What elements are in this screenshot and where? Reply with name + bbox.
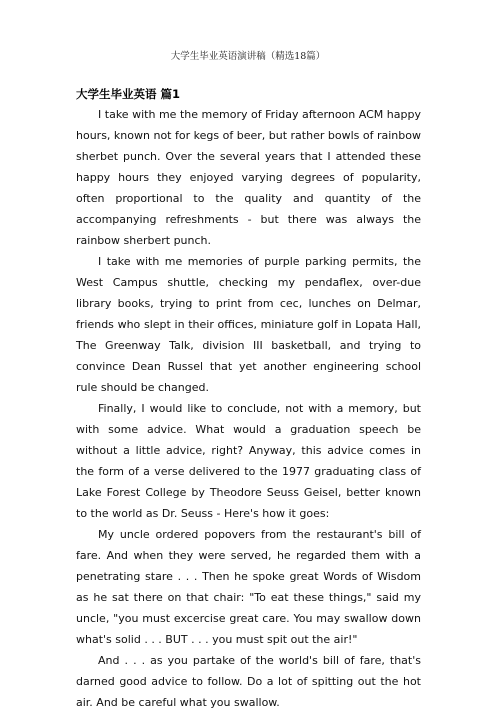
paragraph-3: Finally, I would like to conclude, not with a memory, but with some advice. What would a graduation speech be without a little advice, right? Anyway, this advice comes in the form of a verse delivered to the 1977 graduating class of Lake Forest College by Theodore Seuss Geisel, better known to the world as Dr. Seuss - Here's how it goes: [76,402,421,520]
paragraph-5: And . . . as you partake of the world's bill of fare, that's darned good advice to follow. Do a lot of spitting out the hot air. And be careful what you swallow. [76,654,421,709]
running-header: 大学生毕业英语演讲稿（精选18篇） [170,51,326,62]
body-text [76,104,421,713]
paragraph-2: I take with me memories of purple parking permits, the West Campus shuttle, checking my pendaflex, over-due library books, trying to print from cec, lunches on Delmar, friends who slept in their offices, miniature golf in Lopata Hall, The Greenway Talk, division III basketball, and trying to convince Dean Russel that yet another engineering school rule should be changed. [76,255,421,394]
section-heading: 大学生毕业英语 篇1 [76,87,181,101]
paragraph-1: I take with me the memory of Friday afternoon ACM happy hours, known not for kegs of beer, but rather bowls of rainbow sherbet punch. Over the several years that I attended these happy hours they enjoyed varying degrees of popularity, often proportional to the quality and quantity of the accompanying refreshments - but there was always the rainbow sherbert punch. [76,108,421,247]
paragraph-4: My uncle ordered popovers from the restaurant's bill of fare. And when they were served, he regarded them with a penetrating stare . . . Then he spoke great Words of Wisdom as he sat there on that chair: "To eat these things," said my uncle, "you must excercise great care. You may swallow down what's solid . . . BUT . . . you must spit out the air!" [76,528,421,646]
